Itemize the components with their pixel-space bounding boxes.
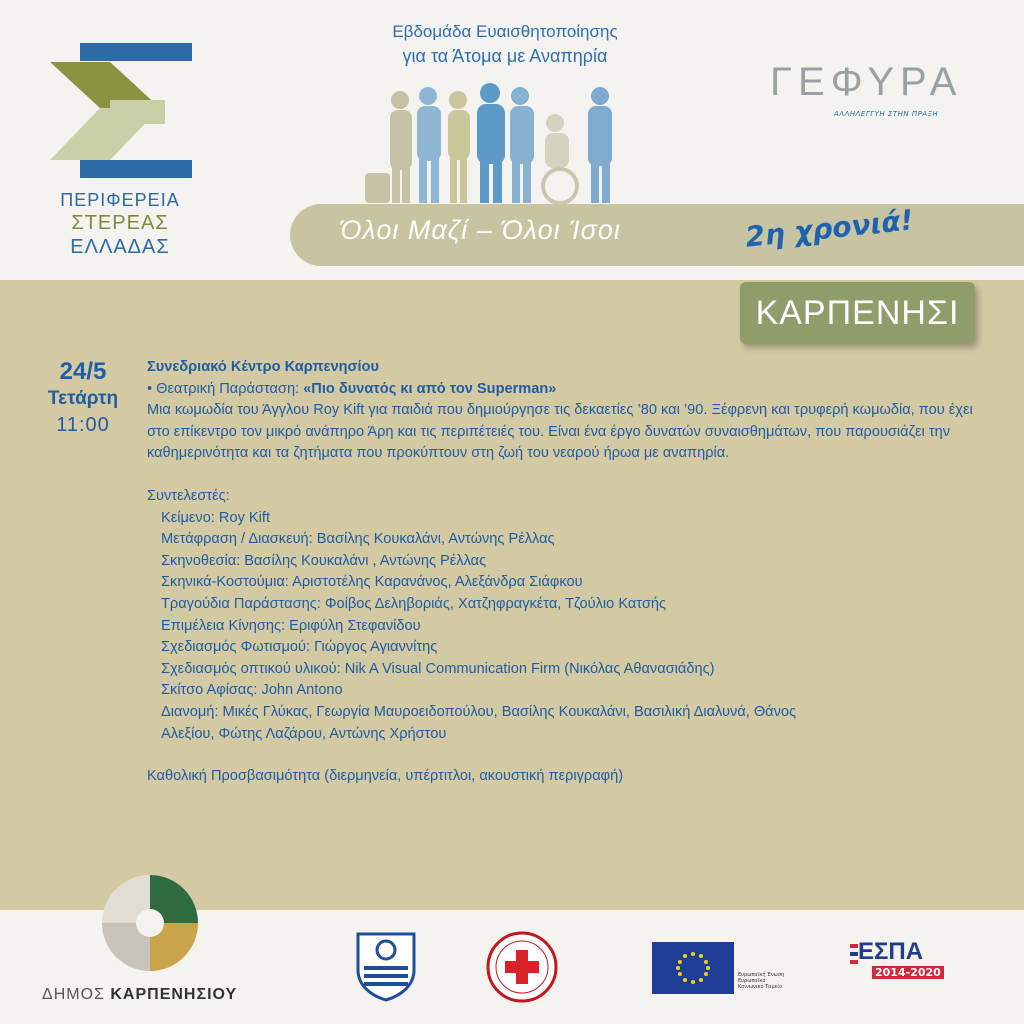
credit-item: Κείμενο: Roy Kift — [161, 509, 271, 526]
credit-item: Διανομή: Μικές Γλύκας, Γεωργία Μαυροειδοπούλου, Βασίλης Κουκαλάνι, Βασιλική Διαλυνά, Θάνος — [161, 703, 797, 720]
eu-caption: Ευρωπαϊκή Ένωση Ευρωπαϊκό Κοινωνικό Ταμείο — [738, 972, 785, 990]
accessibility-note: Καθολική Προσβασιμότητα (διερμηνεία, υπέρτιτλοι, ακουστική περιγραφή) — [147, 768, 624, 785]
event-title-line2: για τα Άτομα με Αναπηρία — [402, 46, 608, 66]
city-badge: ΚΑΡΠΕΝΗΣΙ — [740, 282, 975, 344]
dimos-name: ΚΑΡΠΕΝΗΣΙΟΥ — [110, 986, 238, 1003]
espa-logo: ΕΣΠΑ — [858, 938, 924, 965]
credit-item: Επιμέλεια Κίνησης: Εριφύλη Στεφανίδου — [161, 617, 421, 634]
dimos-karpenisiou-logo-icon — [100, 873, 200, 973]
year-note: 2η χρονιά! — [743, 203, 915, 254]
event-details — [147, 357, 987, 788]
event-weekday: Τετάρτη — [47, 388, 119, 409]
credit-item: Σκίτσο Αφίσας: John Antono — [161, 682, 343, 699]
play-prefix: • Θεατρική Παράσταση: — [147, 380, 304, 397]
credit-item: Σχεδιασμός Φωτισμού: Γιώργος Αγιαννίτης — [161, 639, 438, 656]
espa-stripes-icon — [850, 944, 858, 964]
red-cross-logo-icon — [485, 930, 559, 1004]
play-description: Μια κωμωδία του Άγγλου Roy Kift για παιδιά που δημιούργησε τις δεκαετίες ’80 και ’90. Ξέφρενη και τρυφερή κωμωδία, που έχει στο επίκεντρο τον μικρό ανάπηρο Άρη και τις περιπέτειές του. Είναι ένα έργο δυνατών συναισθημάτων, που παρουσιάζει την καθημερινότητα και τα ζητήματα που προκύπτουν στη ζωή του νεαρού ήρωα με αναπηρία. — [147, 402, 973, 462]
region-logo-line1: ΠΕΡΙΦΕΡΕΙΑ — [60, 190, 180, 210]
credits-heading: Συντελεστές: — [147, 487, 230, 504]
event-time: 11:00 — [56, 414, 110, 436]
credit-item: Μετάφραση / Διασκευή: Βασίλης Κουκαλάνι, Αντώνης Ρέλλας — [161, 531, 555, 548]
dimos-karpenisiou-label — [42, 986, 237, 1004]
region-logo — [40, 40, 200, 260]
gefyra-logo — [770, 60, 970, 130]
region-logo-line2: ΣΤΕΡΕΑΣ — [71, 212, 169, 234]
event-datetime — [28, 358, 138, 437]
credits-list — [147, 486, 987, 745]
credit-item-continuation: Αλεξίου, Φώτης Λαζάρου, Αντώνης Χρήστου — [161, 725, 447, 742]
gefyra-logo-subtitle: ΑΛΛΗΛΕΓΓΥΗ ΣΤΗΝ ΠΡΑΞΗ — [834, 110, 939, 118]
slogan-text: Όλοι Μαζί – Όλοι Ίσοι — [340, 215, 621, 245]
credit-item: Σκηνικά-Κοστούμια: Αριστοτέλης Καρανάνος, Αλεξάνδρα Σιάφκου — [161, 574, 583, 591]
dimos-prefix: ΔΗΜΟΣ — [42, 986, 111, 1003]
credit-item: Σκηνοθεσία: Βασίλης Κουκαλάνι , Αντώνης Ρέλλας — [161, 552, 487, 569]
event-venue: Συνεδριακό Κέντρο Καρπενησίου — [147, 359, 379, 375]
hellenic-paralympic-logo-icon — [350, 930, 422, 1002]
event-title — [340, 22, 670, 67]
people-silhouettes-illustration — [360, 78, 630, 208]
credit-item: Τραγούδια Παράστασης: Φοίβος Δεληβοριάς, Χατζηφραγκέτα, Τζούλιο Κατσής — [161, 595, 667, 612]
espa-years: 2014-2020 — [872, 966, 944, 979]
gefyra-logo-text: ΓΕΦΥΡΑ — [770, 60, 963, 104]
sigma-logo-icon — [40, 40, 200, 180]
event-title-line1: Εβδομάδα Ευαισθητοποίησης — [392, 22, 618, 41]
region-logo-line3: ΕΛΛΑΔΑΣ — [70, 236, 170, 258]
play-line — [147, 379, 987, 401]
event-date: 24/5 — [59, 358, 107, 385]
eu-flag-icon — [652, 942, 734, 994]
credit-item: Σχεδιασμός οπτικού υλικού: Nik A Visual Communication Firm (Νικόλας Αθανασιάδης) — [161, 660, 715, 677]
play-title: «Πιο δυνατός κι από τον Superman» — [303, 380, 557, 397]
